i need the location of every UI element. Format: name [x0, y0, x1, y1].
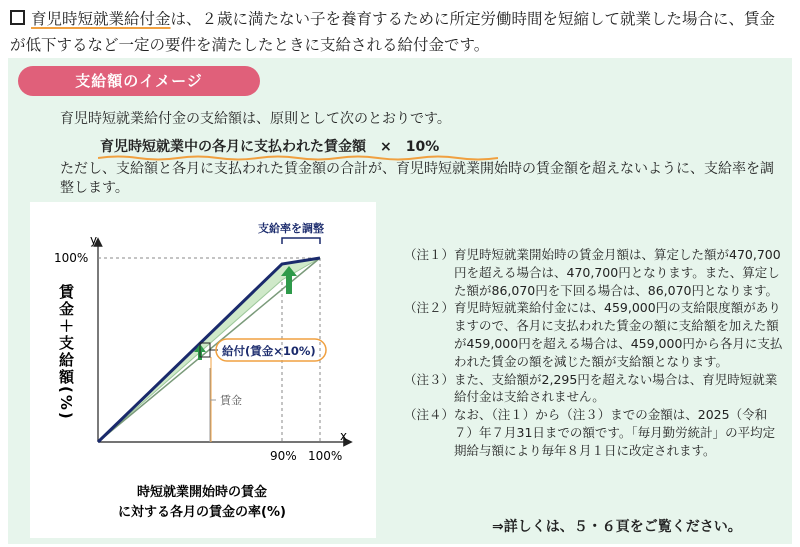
- section-title: 支給額のイメージ: [18, 66, 260, 96]
- note-tag: （注１）: [404, 247, 455, 262]
- adjustment-note: ただし、支給額と各月に支払われた賃金額の合計が、育児時短就業開始時の賃金額を超えないように、支給率を調整します。: [60, 161, 774, 196]
- checkbox-square-icon: [10, 10, 25, 25]
- x-axis-letter: x: [340, 429, 348, 443]
- intro-highlight: 育児時短就業給付金: [31, 10, 171, 28]
- y-axis-title: 賃金＋支給額(%): [57, 284, 75, 421]
- y-axis-letter: y: [90, 233, 98, 247]
- adjust-bracket: [282, 238, 320, 244]
- note-text: 育児時短就業給付金には、459,000円の支給限度額がありますので、各月に支払われた賃金の額に支給額を加えた額が459,000円を超える場合は、459,000円から各月に支払われた賃金の額を減じた額が支給額となります。: [454, 300, 783, 369]
- intro-text: は、２歳に満たない子を養育するために所定労働時間を短縮して就業した場合に、賃金が低下するなど一定の要件を満たしたときに支給される給付金です。: [10, 10, 776, 54]
- benefit-diagram: [30, 202, 376, 538]
- benefit-label: 給付(賃金×10%): [222, 344, 316, 358]
- formula: 育児時短就業中の各月に支払われた賃金額 × 10%: [100, 139, 440, 155]
- notes-list: [404, 246, 784, 460]
- note-tag: （注２）: [404, 300, 455, 316]
- reference-link: ⇒詳しくは、５・６頁をご覧ください。: [492, 519, 742, 535]
- note-text: 育児時短就業開始時の賃金月額は、算定した額が470,700円を超える場合は、470,700円となります。また、算定した額が86,070円を下回る場合は、86,070円となります。: [454, 247, 781, 298]
- note-tag: （注３）: [404, 371, 455, 387]
- note-text: また、支給額が2,295円を超えない場合は、育児時短就業給付金は支給されません。: [454, 371, 778, 405]
- x-tick-90: 90%: [270, 449, 297, 463]
- note-item: [404, 299, 784, 370]
- note-item: [404, 246, 784, 299]
- note-item: [404, 406, 784, 459]
- section-description: 育児時短就業給付金の支給額は、原則として次のとおりです。: [60, 111, 451, 127]
- y-tick-100: 100%: [54, 251, 89, 265]
- x-tick-100: 100%: [308, 449, 343, 463]
- x-axis-title-line2: に対する各月の賃金の率(%): [118, 505, 286, 520]
- note-text: なお、（注１）から（注３）までの金額は、2025（令和７）年７月31日までの額です。「毎月勤労統計」の平均定期給与額により毎年８月１日に改定されます。: [454, 407, 776, 458]
- x-axis-title-line1: 時短就業開始時の賃金: [136, 485, 268, 500]
- intro-paragraph: [10, 6, 790, 58]
- benefit-image-panel: [8, 58, 792, 544]
- note-tag: （注４）: [404, 407, 455, 423]
- note-item: [404, 371, 784, 407]
- adjust-label: 支給率を調整: [258, 222, 324, 235]
- wage-label: 賃金: [220, 394, 242, 407]
